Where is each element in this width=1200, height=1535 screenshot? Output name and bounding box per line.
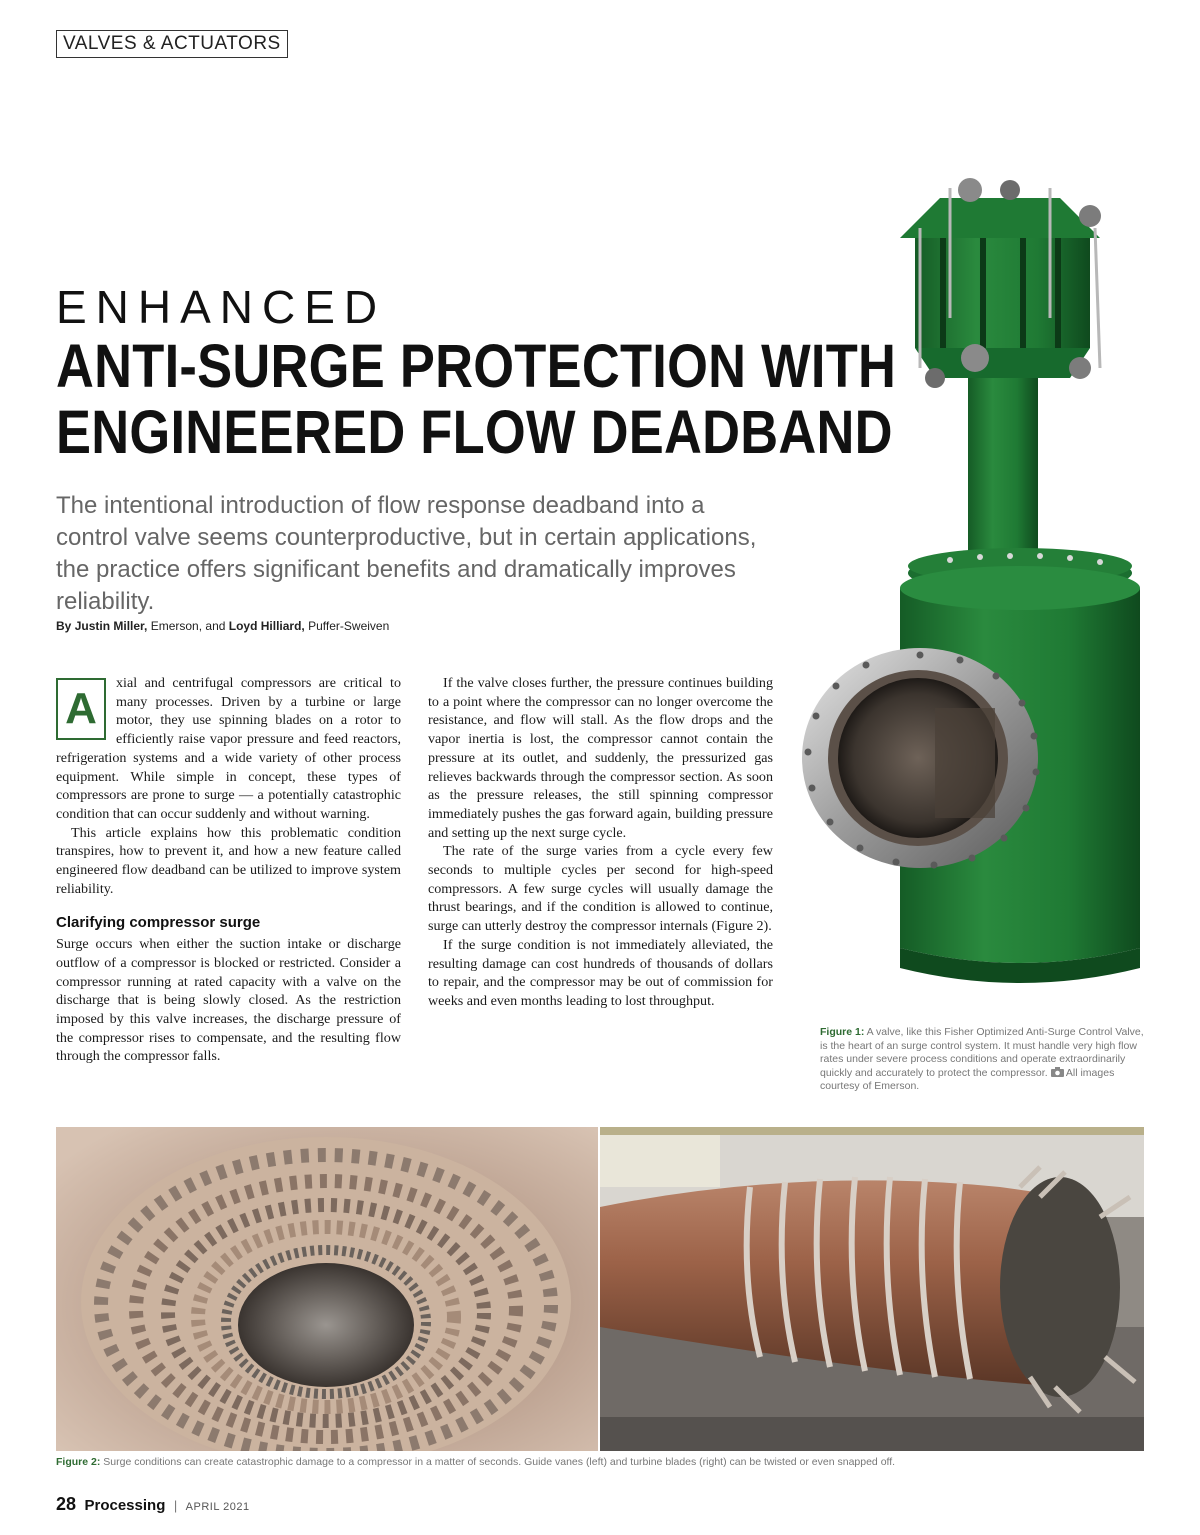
- dek: The intentional introduction of flow response deadband into a control valve seems counterproductive, but in certain applications, the practice offers significant benefits and dramatically improves reliability.: [56, 492, 757, 615]
- magazine-name: Processing: [84, 1497, 166, 1514]
- body-column-1: [56, 674, 401, 1066]
- body-paragraph: [56, 674, 401, 824]
- subhead: Clarifying compressor surge: [56, 914, 261, 932]
- figure-2-caption: [56, 1456, 1156, 1470]
- headline: [56, 332, 897, 466]
- footer-separator: |: [173, 1498, 178, 1513]
- headline-kicker: ENHANCED: [56, 281, 387, 333]
- figure-2-text: Surge conditions can create catastrophic damage to a compressor in a matter of seconds. Guide vanes (left) and turbine blades (right) can be twisted or even snapped off.: [100, 1456, 896, 1468]
- page-number: 28: [56, 1494, 77, 1514]
- figure-2-guide-vanes-photo: [56, 1127, 598, 1451]
- figure-2-turbine-blades-photo: [600, 1127, 1144, 1451]
- body-paragraph: Surge occurs when either the suction intake or discharge outflow of a compressor is blocked or restricted. Consider a compressor running at rated capacity with a valve on the discharge that is being slowly closed. As the restriction imposed by this valve increases, the discharge pressure of the compressor rises to compensate, and the resulting flow through the compressor falls.: [56, 936, 401, 1065]
- figure-1-caption: [820, 1026, 1150, 1094]
- byline: [56, 619, 389, 633]
- byline-prefix: By: [56, 619, 75, 633]
- body-paragraph: The rate of the surge varies from a cycle every few seconds to multiple cycles per second for high-speed compressors. A few surge cycles will usually damage the thrust bearings, and if the condition is allowed to continue, surge can utterly destroy the compressor internals (Figure 2).: [428, 843, 773, 935]
- body-paragraph: If the surge condition is not immediately alleviated, the resulting damage can cost hundreds of thousands of dollars to repair, and the compressor may be out of commission for weeks and even months leading to lost throughput.: [428, 936, 773, 1009]
- body-column-2: [428, 674, 773, 1011]
- page-footer: [56, 1494, 250, 1515]
- positioner-bottom: [961, 344, 989, 372]
- figure-1-valve-image: [800, 168, 1160, 1018]
- figure-1-text: A valve, like this Fisher Optimized Anti-Surge Control Valve, is the heart of an surge control system. It must handle very high flow rates under severe process conditions and operate extraordinarily quickly and accurately to protect the compressor.: [820, 1026, 1144, 1079]
- body-paragraph: This article explains how this problematic condition transpires, how to prevent it, and how a new feature called engineered flow deadband can be utilized to improve system reliability.: [56, 824, 401, 897]
- figure-2-label: Figure 2:: [56, 1456, 101, 1468]
- issue-date: APRIL 2021: [185, 1501, 250, 1513]
- actuator-top-plate: [900, 198, 1100, 238]
- positioner-top: [958, 178, 982, 202]
- author-1: Justin Miller,: [74, 619, 148, 633]
- camera-icon: [1051, 1067, 1064, 1079]
- figure-1-credit: All images courtesy of Emerson.: [820, 1066, 1115, 1092]
- headline-line-2: ENGINEERED FLOW DEADBAND: [56, 398, 893, 466]
- body-paragraph: If the valve closes further, the pressure continues building to a point where the compressor can no longer overcome the resistance, and flow will stall. As the flow drops and the vapor inertia is lost, the compressor cannot contain the pressure at its outlet, and suddenly, the pressurized gas relieves backwards through the compressor section. As soon as the pressure releases, the still spinning compressor immediately pushes the gas forward again, building pressure and setting up the next surge cycle.: [428, 675, 773, 841]
- body-paragraph-text: xial and centrifugal compressors are critical to many processes. Driven by a turbine or large motor, they use spinning blades on a rotor to efficiently raise vapor pressure and feed reactors, refrigeration systems and a wide variety of other process equipment. While simple in concept, these types of compressors are prone to surge — a potentially catastrophic condition that can occur suddenly and without warning.: [56, 675, 401, 822]
- headline-line-1: ANTI-SURGE PROTECTION WITH: [56, 332, 897, 400]
- valve-stem-column: [968, 378, 1038, 558]
- author-1-org: Emerson, and: [147, 619, 229, 633]
- author-2: Loyd Hilliard,: [228, 619, 305, 633]
- figure-1-label: Figure 1:: [820, 1026, 865, 1038]
- drop-cap: A: [56, 678, 106, 740]
- section-tag: VALVES & ACTUATORS: [56, 30, 288, 58]
- author-2-org: Puffer-Sweiven: [304, 619, 390, 633]
